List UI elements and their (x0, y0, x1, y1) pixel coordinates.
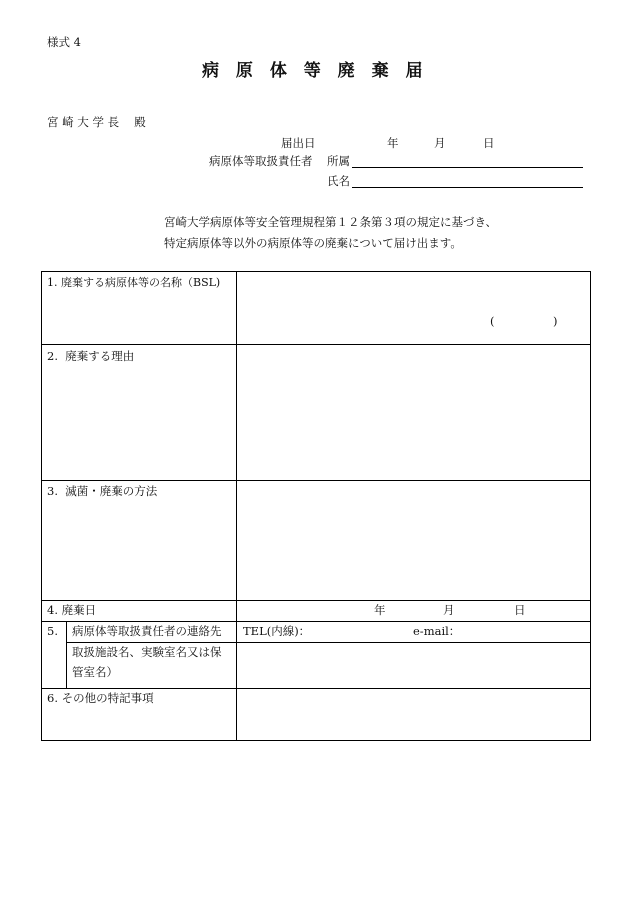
sterilization-method-field (237, 481, 590, 600)
facility-label: 取扱施設名、実験室名又は保管室名） (72, 645, 222, 679)
statement-line-2: 特定病原体等以外の病原体等の廃棄について届け出ます。 (164, 236, 462, 250)
email-label: e-mail： (413, 624, 461, 638)
affiliation-label: 所属 (327, 154, 350, 168)
responsible-person-label: 病原体等取扱責任者 (209, 154, 313, 168)
disposal-day-label: 日 (514, 603, 526, 617)
disposal-date-label: 4. 廃棄日 (47, 603, 97, 617)
table-row-divider (41, 621, 590, 622)
disposal-month-label: 月 (443, 603, 455, 617)
submission-date-label: 届出日 (281, 136, 316, 150)
row5-number-divider (66, 621, 67, 688)
disposal-reason-field (237, 345, 590, 480)
submission-day-label: 日 (483, 136, 495, 150)
disposal-reason-label: 2. 廃棄する理由 (47, 349, 135, 363)
bsl-paren-close: ) (553, 314, 558, 328)
tel-label: TEL(内線)： (243, 624, 311, 638)
bsl-paren-open: ( (490, 314, 495, 328)
affiliation-field-line (352, 167, 583, 168)
name-label: 氏名 (327, 174, 350, 188)
disposal-year-label: 年 (374, 603, 386, 617)
other-notes-field (237, 689, 590, 740)
contact-label: 病原体等取扱責任者の連絡先 (72, 624, 222, 638)
form-number: 様式 4 (47, 35, 81, 49)
facility-field (237, 643, 590, 688)
pathogen-name-label: 1. 廃棄する病原体等の名称（BSL) (47, 276, 221, 289)
row5-number: 5. (47, 624, 58, 638)
pathogen-name-field (237, 272, 590, 344)
document-title: 病 原 体 等 廃 棄 届 (201, 61, 428, 81)
submission-year-label: 年 (387, 136, 399, 150)
name-field-line (352, 187, 583, 188)
submission-month-label: 月 (434, 136, 446, 150)
statement-line-1: 宮崎大学病原体等安全管理規程第１２条第３項の規定に基づき、 (164, 215, 498, 229)
other-notes-label: 6. その他の特記事項 (47, 691, 154, 705)
addressee: 宮 崎 大 学 長 殿 (47, 115, 146, 129)
sterilization-method-label: 3. 滅菌・廃棄の方法 (47, 484, 158, 498)
table-row-divider (41, 600, 590, 601)
